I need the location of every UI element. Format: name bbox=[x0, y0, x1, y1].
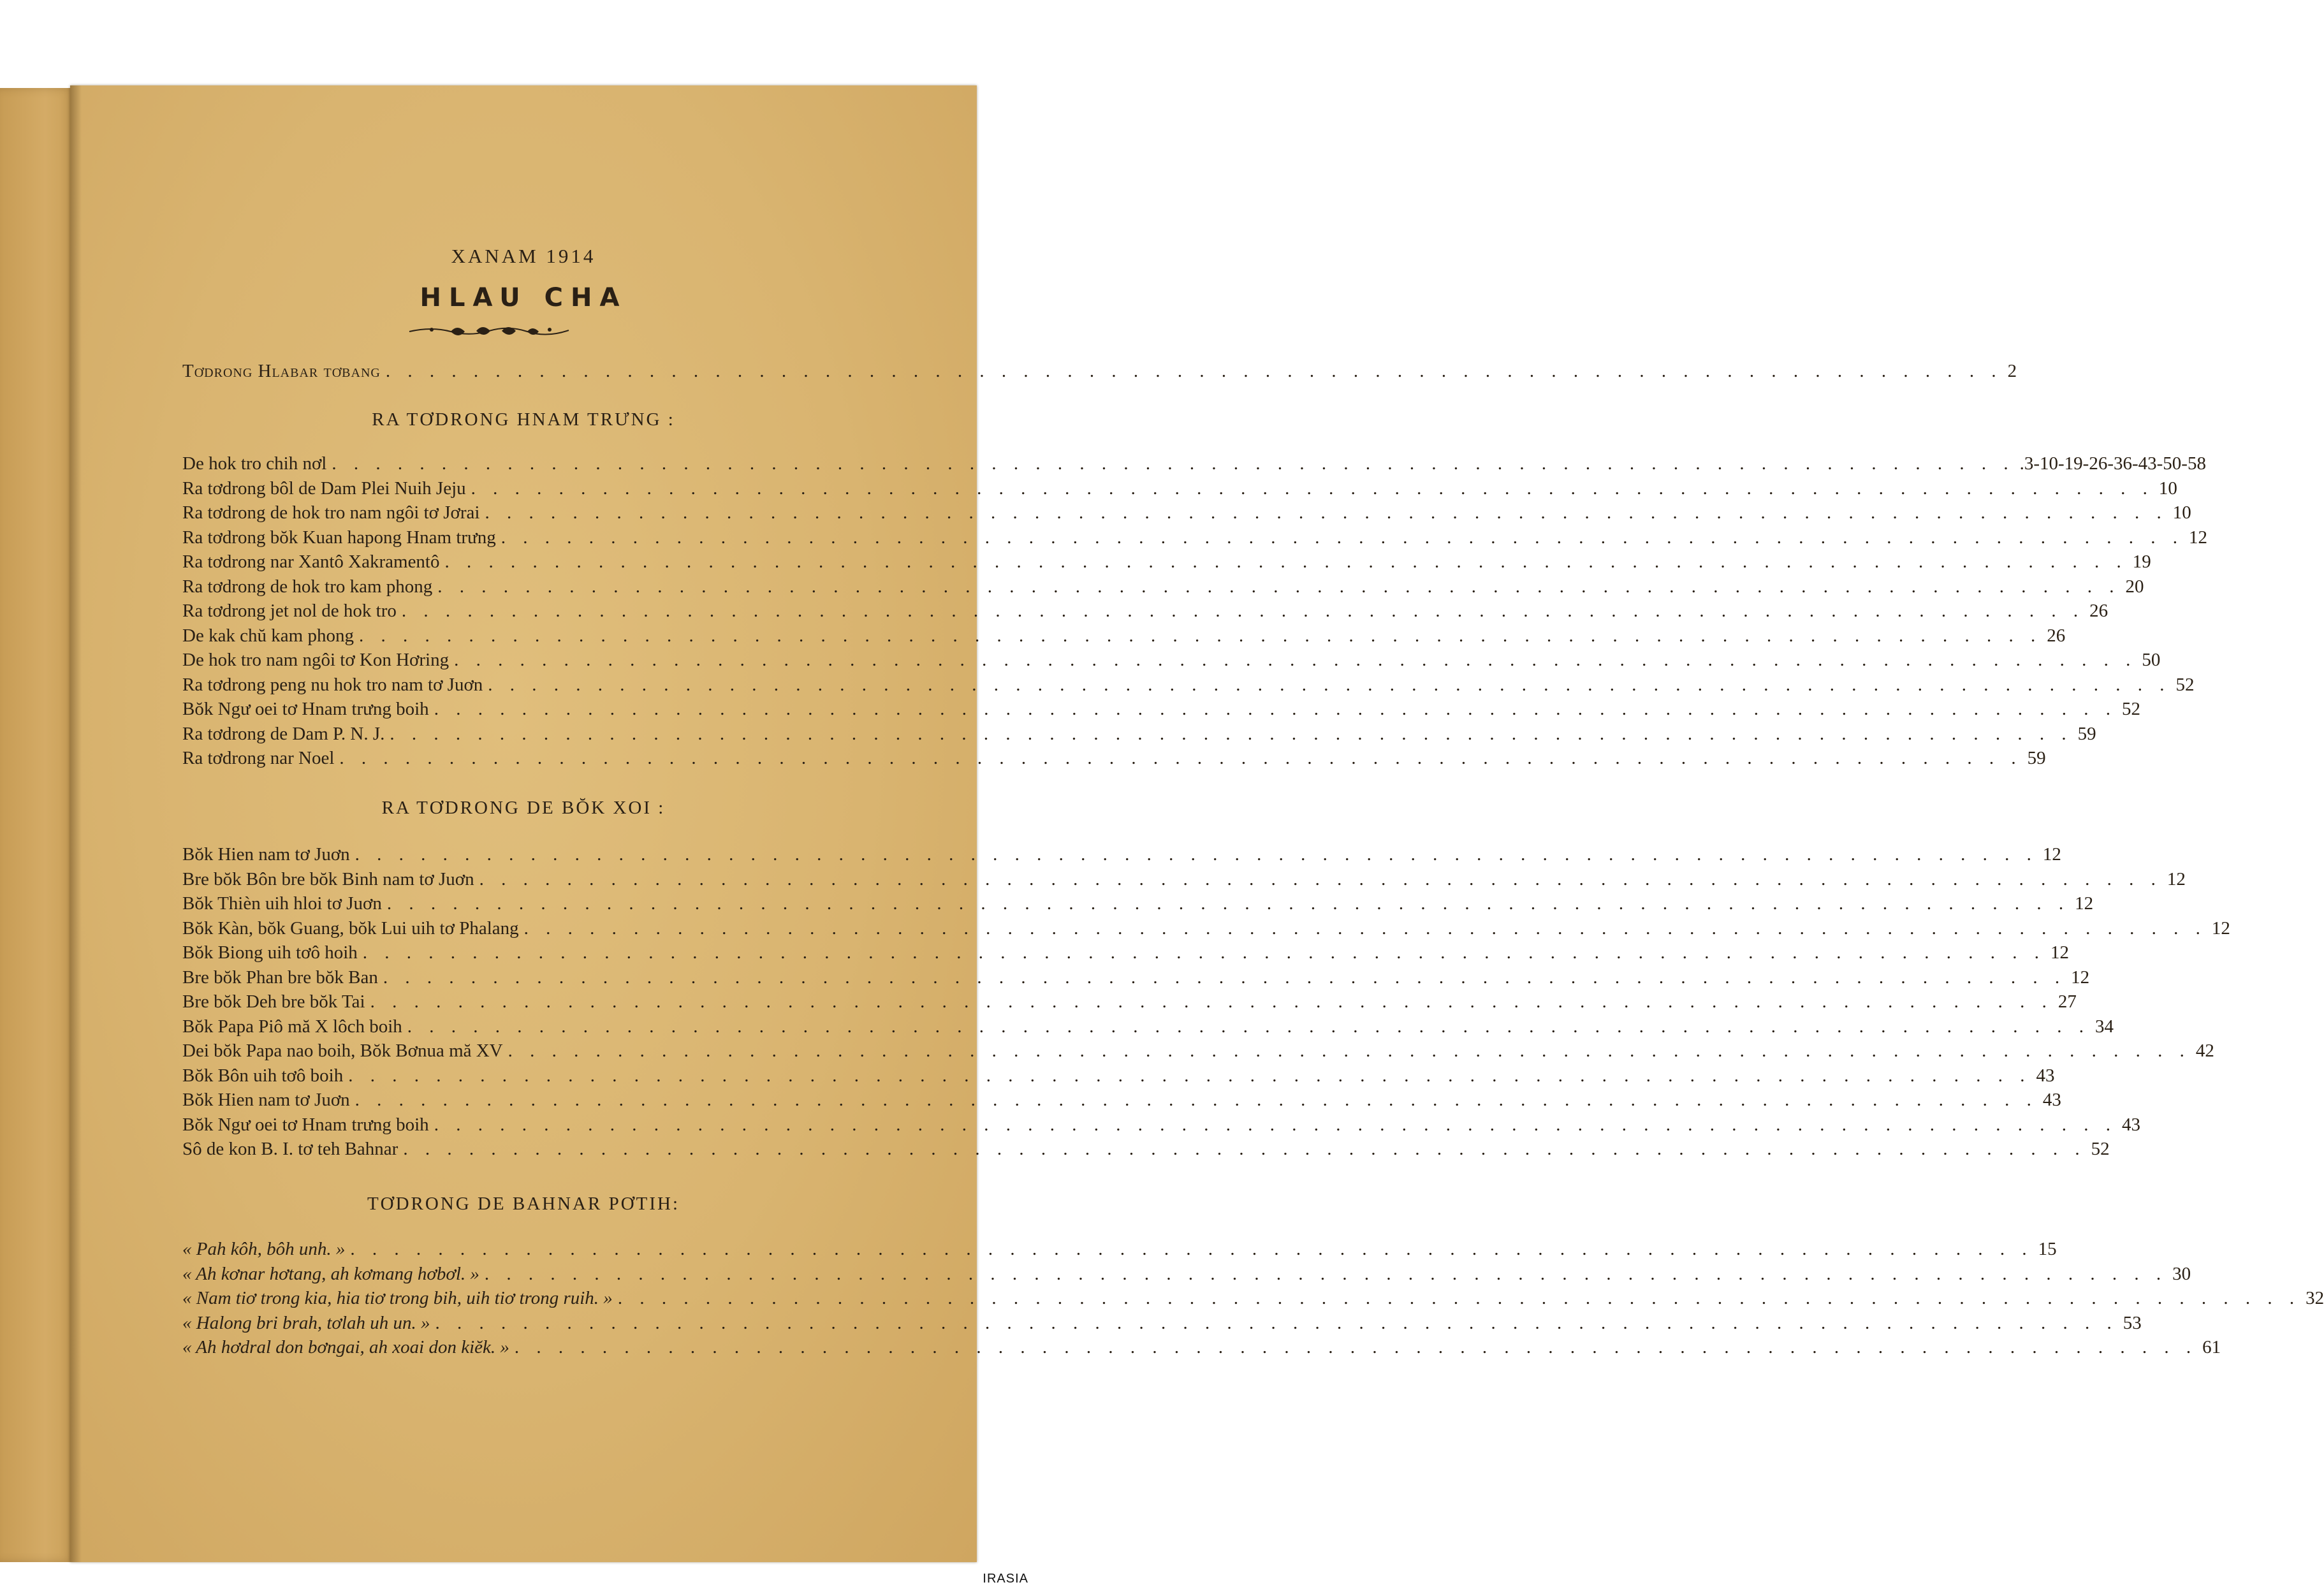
toc-entry-label: Ra tơdrong de Dam P. N. J. bbox=[182, 723, 385, 744]
toc-entry-label: Ra tơdrong de hok tro kam phong bbox=[182, 576, 433, 597]
toc-entry-label: Tơdrong Hlabar tơbang bbox=[182, 361, 381, 381]
toc-entry-page: 10 bbox=[2158, 478, 2177, 499]
toc-entry bbox=[182, 1113, 2140, 1137]
leader-dots: . . . . . . . . . . . . . . . . . . . . . . . . . . . . . . . . . . . . . . . . . . . . . . . . . . . . . . . . . . . . . . . . . . . . . . . . . . . . . bbox=[354, 844, 2038, 865]
leader-dots: . . . . . . . . . . . . . . . . . . . . . . . . . . . . . . . . . . . . . . . . . . . . . . . . . . . . . . . . . . . . . . . . . . . . . . . . . . . . . bbox=[370, 991, 2053, 1012]
leader-dots: . . . . . . . . . . . . . . . . . . . . . . . . . . . . . . . . . . . . . . . . . . . . . . . . . . . . . . . . . . . . . . . . . . . . . . . . . . . . . bbox=[332, 453, 2015, 474]
toc-entry-page: 59 bbox=[2077, 723, 2096, 744]
toc-entry bbox=[182, 1262, 2191, 1286]
page-title: HLAU CHA bbox=[420, 283, 627, 312]
toc-entry-label: Bŏk Ngư oei tơ Hnam trưng boih bbox=[182, 699, 429, 719]
toc-entry-label: Ra tơdrong bôl de Dam Plei Nuih Jeju bbox=[182, 478, 466, 499]
toc-entry-page: 12 bbox=[2211, 918, 2230, 939]
toc-entry-page: 34 bbox=[2095, 1016, 2114, 1037]
leader-dots: . . . . . . . . . . . . . . . . . . . . . . . . . . . . . . . . . . . . . . . . . . . . . . . . . . . . . . . . . . . . . . . . . . . . . . . . . . . . . bbox=[471, 478, 2154, 499]
section-heading: RA TƠDRONG HNAM TRƯNG : bbox=[372, 409, 675, 430]
leader-dots: . . . . . . . . . . . . . . . . . . . . . . . . . . . . . . . . . . . . . . . . . . . . . . . . . . . . . . . . . . . . . . . . . . . . . . . . . . bbox=[385, 361, 2003, 381]
leader-dots: . . . . . . . . . . . . . . . . . . . . . . . . . . . . . . . . . . . . . . . . . . . . . . . . . . . . . . . . . . . . . . . . . . . . . . . . . . . . . bbox=[454, 650, 2137, 670]
page-year: XANAM 1914 bbox=[451, 245, 596, 267]
toc-entry-page: 50 bbox=[2142, 650, 2161, 670]
toc-entry-page: 12 bbox=[2071, 967, 2090, 988]
toc-entry-label: Sô de kon B. I. tơ teh Bahnar bbox=[182, 1139, 398, 1159]
toc-entry-page: 19 bbox=[2132, 552, 2151, 572]
toc-entry bbox=[182, 501, 2191, 525]
toc-entry-page: 59 bbox=[2027, 748, 2046, 768]
leader-dots: . . . . . . . . . . . . . . . . . . . . . . . . . . . . . . . . . . . . . . . . . . . . . . . . . . . . . . . . . . . . . . . . . . . . . . . . . . . . . bbox=[479, 868, 2162, 889]
toc-entry-label: « Nam tiơ trong kia, hia tiơ trong bih, uih tiơ trong ruih. » bbox=[182, 1288, 613, 1308]
toc-entry-label: Ra tơdrong nar Xantô Xakramentô bbox=[182, 552, 440, 572]
toc-entry-label: Bŏk Hien nam tơ Juơn bbox=[182, 844, 350, 865]
document-page bbox=[70, 85, 2324, 1562]
leader-dots: . . . . . . . . . . . . . . . . . . . . . . . . . . . . . . . . . . . . . . . . . . . . . . . . . . . . . . . . . . . . . . . . . . . . . . . . . . . . . bbox=[350, 1239, 2033, 1259]
toc-entry-label: Bŏk Papa Piô mă X lôch boih bbox=[182, 1016, 402, 1037]
toc-entry-page: 42 bbox=[2195, 1041, 2214, 1061]
leader-dots: . . . . . . . . . . . . . . . . . . . . . . . . . . . . . . . . . . . . . . . . . . . . . . . . . . . . . . . . . . . . . . . . . . . . . . . . . . . . . bbox=[403, 1139, 2086, 1159]
toc-entry-page: 26 bbox=[2089, 601, 2108, 621]
toc-entry-page: 12 bbox=[2167, 868, 2186, 889]
leader-dots: . . . . . . . . . . . . . . . . . . . . . . . . . . . . . . . . . . . . . . . . . . . . . . . . . . . . . . . . . . . . . . . . . . . . . . . . . . . . . bbox=[362, 942, 2045, 963]
toc-entry bbox=[182, 599, 2108, 623]
leader-dots: . . . . . . . . . . . . . . . . . . . . . . . . . . . . . . . . . . . . . . . . . . . . . . . . . . . . . . . . . . . . . . . . . . . . . . . . . . . . . bbox=[401, 601, 2085, 621]
toc-entry-label: « Pah kôh, bôh unh. » bbox=[182, 1239, 346, 1259]
toc-entry bbox=[182, 746, 2046, 770]
toc-entry-page: 61 bbox=[2202, 1337, 2221, 1357]
toc-entry-label: Ra tơdrong de hok tro nam ngôi tơ Jơrai bbox=[182, 502, 480, 523]
leader-dots: . . . . . . . . . . . . . . . . . . . . . . . . . . . . . . . . . . . . . . . . . . . . . . . . . . . . . . . . . . . . . . . . . . . . . . . . . . . . . bbox=[508, 1041, 2191, 1061]
toc-entry bbox=[182, 624, 2066, 648]
section-heading: TƠDRONG DE BAHNAR PƠTIH: bbox=[367, 1194, 680, 1214]
toc-entry-label: Ra tơdrong jet nol de hok tro bbox=[182, 601, 397, 621]
toc-entry-label: Bŏk Ngư oei tơ Hnam trưng boih bbox=[182, 1114, 429, 1135]
toc-entry-page: 26 bbox=[2047, 625, 2066, 646]
toc-entry-page: 52 bbox=[2175, 674, 2195, 695]
toc-entry-page: 20 bbox=[2125, 576, 2144, 597]
toc-entry bbox=[182, 451, 2206, 476]
toc-entry-label: Bre bŏk Bôn bre bŏk Binh nam tơ Juơn bbox=[182, 868, 474, 889]
toc-entry bbox=[182, 1039, 2214, 1063]
toc-entry-label: De kak chŭ kam phong bbox=[182, 625, 354, 646]
leader-dots: . . . . . . . . . . . . . . . . . . . . . . . . . . . . . . . . . . . . . . . . . . . . . . . . . . . . . . . . . . . . . . . . . . . . . . . . . . . . . bbox=[514, 1337, 2198, 1357]
toc-entry bbox=[182, 1014, 2114, 1039]
toc-entry bbox=[182, 916, 2230, 940]
leader-dots: . . . . . . . . . . . . . . . . . . . . . . . . . . . . . . . . . . . . . . . . . . . . . . . . . . . . . . . . . . . . . . . . . . . . . . . . . . . . . bbox=[617, 1288, 2301, 1308]
watermark-label: IRASIA bbox=[983, 1572, 1028, 1586]
toc-entry bbox=[182, 940, 2069, 965]
toc-entry bbox=[182, 673, 2195, 697]
toc-entry-page: 53 bbox=[2123, 1312, 2142, 1333]
toc-entry-page: 12 bbox=[2189, 527, 2208, 548]
toc-entry-label: Bŏk Kàn, bŏk Guang, bŏk Lui uih tơ Phalang bbox=[182, 918, 519, 939]
toc-entry-label: De hok tro chih nơl bbox=[182, 453, 327, 474]
toc-entry bbox=[182, 697, 2140, 721]
toc-entry-label: De hok tro nam ngôi tơ Kon Hơring bbox=[182, 650, 449, 670]
toc-entry bbox=[182, 1311, 2142, 1335]
toc-entry-page: 2 bbox=[2007, 361, 2017, 381]
leader-dots: . . . . . . . . . . . . . . . . . . . . . . . . . . . . . . . . . . . . . . . . . . . . . . . . . . . . . . . . . . . . . . . . . . . . . . . . . . . . . bbox=[434, 1114, 2117, 1135]
leader-dots: . . . . . . . . . . . . . . . . . . . . . . . . . . . . . . . . . . . . . . . . . . . . . . . . . . . . . . . . . . . . . . . . . . . . . . . . . . . . . bbox=[339, 748, 2022, 768]
leader-dots: . . . . . . . . . . . . . . . . . . . . . . . . . . . . . . . . . . . . . . . . . . . . . . . . . . . . . . . . . . . . . . . . . . . . . . . . . . . . . bbox=[501, 527, 2184, 548]
toc-entry bbox=[182, 1286, 2324, 1310]
toc-entry bbox=[182, 842, 2061, 866]
toc-entry-label: Dei bŏk Papa nao boih, Bŏk Bơnua mă XV bbox=[182, 1041, 503, 1061]
leader-dots: . . . . . . . . . . . . . . . . . . . . . . . . . . . . . . . . . . . . . . . . . . . . . . . . . . . . . . . . . . . . . . . . . . . . . . . . . . . . . bbox=[359, 625, 2042, 646]
leader-dots: . . . . . . . . . . . . . . . . . . . . . . . . . . . . . . . . . . . . . . . . . . . . . . . . . . . . . . . . . . . . . . . . . . . . . . . . . . . . . bbox=[437, 576, 2121, 597]
toc-entry bbox=[182, 550, 2151, 574]
leader-dots: . . . . . . . . . . . . . . . . . . . . . . . . . . . . . . . . . . . . . . . . . . . . . . . . . . . . . . . . . . . . . . . . . . . . . . . . . . . . . bbox=[383, 967, 2066, 988]
toc-entry bbox=[182, 1335, 2221, 1359]
ornament-divider-icon bbox=[406, 321, 572, 340]
toc-entry bbox=[182, 1064, 2055, 1088]
leader-dots: . . . . . . . . . . . . . . . . . . . . . . . . . . . . . . . . . . . . . . . . . . . . . . . . . . . . . . . . . . . . . . . . . . . . . . . . . . . . . bbox=[435, 1312, 2118, 1333]
toc-entry-label: Bŏk Hien nam tơ Juơn bbox=[182, 1090, 350, 1110]
toc-entry-label: Ra tơdrong bŏk Kuan hapong Hnam trưng bbox=[182, 527, 496, 548]
leader-dots: . . . . . . . . . . . . . . . . . . . . . . . . . . . . . . . . . . . . . . . . . . . . . . . . . . . . . . . . . . . . . . . . . . . . . . . . . . . . . bbox=[484, 1263, 2168, 1284]
toc-entry-page: 12 bbox=[2050, 942, 2069, 963]
leader-dots: . . . . . . . . . . . . . . . . . . . . . . . . . . . . . . . . . . . . . . . . . . . . . . . . . . . . . . . . . . . . . . . . . . . . . . . . . . . . . bbox=[386, 893, 2070, 914]
toc-entry-label: Ra tơdrong nar Noel bbox=[182, 748, 335, 768]
toc-entry-label: Bŏk Bôn uih tơô boih bbox=[182, 1065, 344, 1086]
toc-entry-page: 43 bbox=[2036, 1065, 2055, 1086]
toc-entry-page: 30 bbox=[2172, 1263, 2191, 1284]
toc-entry-page: 12 bbox=[2075, 893, 2094, 914]
toc-entry-page: 15 bbox=[2038, 1239, 2057, 1259]
toc-intro-entry bbox=[182, 359, 2017, 383]
toc-entry-page: 27 bbox=[2057, 991, 2077, 1012]
previous-page-edge bbox=[0, 88, 77, 1562]
toc-entry-label: Ra tơdrong peng nu hok tro nam tơ Juơn bbox=[182, 674, 483, 695]
toc-entry-label: Bre bŏk Deh bre bŏk Tai bbox=[182, 991, 365, 1012]
toc-entry-label: Bŏk Biong uih tơô hoih bbox=[182, 942, 358, 963]
leader-dots: . . . . . . . . . . . . . . . . . . . . . . . . . . . . . . . . . . . . . . . . . . . . . . . . . . . . . . . . . . . . . . . . . . . . . . . . . . . . . bbox=[485, 502, 2168, 523]
toc-entry-page: 52 bbox=[2121, 699, 2140, 719]
toc-entry bbox=[182, 722, 2096, 746]
leader-dots: . . . . . . . . . . . . . . . . . . . . . . . . . . . . . . . . . . . . . . . . . . . . . . . . . . . . . . . . . . . . . . . . . . . . . . . . . . . . . bbox=[390, 723, 2073, 744]
toc-entry bbox=[182, 965, 2090, 990]
toc-entry bbox=[182, 990, 2077, 1014]
toc-entry-label: Bŏk Thièn uih hloi tơ Juơn bbox=[182, 893, 382, 914]
leader-dots: . . . . . . . . . . . . . . . . . . . . . . . . . . . . . . . . . . . . . . . . . . . . . . . . . . . . . . . . . . . . . . . . . . . . . . . . . . . . . bbox=[354, 1090, 2038, 1110]
toc-entry-page: .3-10-19-26-36-43-50-58 bbox=[2019, 453, 2206, 474]
leader-dots: . . . . . . . . . . . . . . . . . . . . . . . . . . . . . . . . . . . . . . . . . . . . . . . . . . . . . . . . . . . . . . . . . . . . . . . . . . . . . bbox=[434, 699, 2117, 719]
toc-entry-page: 52 bbox=[2091, 1139, 2110, 1159]
toc-entry bbox=[182, 891, 2094, 916]
leader-dots: . . . . . . . . . . . . . . . . . . . . . . . . . . . . . . . . . . . . . . . . . . . . . . . . . . . . . . . . . . . . . . . . . . . . . . . . . . . . . bbox=[348, 1065, 2031, 1086]
toc-entry bbox=[182, 1237, 2057, 1261]
toc-entry bbox=[182, 525, 2208, 550]
leader-dots: . . . . . . . . . . . . . . . . . . . . . . . . . . . . . . . . . . . . . . . . . . . . . . . . . . . . . . . . . . . . . . . . . . . . . . . . . . . . . bbox=[444, 552, 2128, 572]
toc-entry-page: 12 bbox=[2042, 844, 2061, 865]
toc-entry-page: 43 bbox=[2121, 1114, 2140, 1135]
toc-entry bbox=[182, 476, 2177, 501]
toc-entry-label: « Ah hơdral don bơngai, ah xoai don kiĕk. » bbox=[182, 1337, 509, 1357]
toc-entry bbox=[182, 648, 2161, 672]
toc-entry bbox=[182, 574, 2144, 599]
leader-dots: . . . . . . . . . . . . . . . . . . . . . . . . . . . . . . . . . . . . . . . . . . . . . . . . . . . . . . . . . . . . . . . . . . . . . . . . . . . . . bbox=[488, 674, 2171, 695]
leader-dots: . . . . . . . . . . . . . . . . . . . . . . . . . . . . . . . . . . . . . . . . . . . . . . . . . . . . . . . . . . . . . . . . . . . . . . . . . . . . . bbox=[407, 1016, 2091, 1037]
toc-entry-page: 10 bbox=[2172, 502, 2191, 523]
toc-entry bbox=[182, 867, 2186, 891]
leader-dots: . . . . . . . . . . . . . . . . . . . . . . . . . . . . . . . . . . . . . . . . . . . . . . . . . . . . . . . . . . . . . . . . . . . . . . . . . . . . . bbox=[523, 918, 2207, 939]
toc-entry-label: « Ah kơnar hơtang, ah kơmang hơbơl. » bbox=[182, 1263, 479, 1284]
toc-entry bbox=[182, 1088, 2061, 1112]
toc-entry bbox=[182, 1137, 2110, 1161]
section-heading: RA TƠDRONG DE BŎK XOI : bbox=[381, 798, 666, 818]
toc-entry-label: « Halong bri brah, tơlah uh un. » bbox=[182, 1312, 430, 1333]
toc-entry-page: 32 bbox=[2306, 1288, 2324, 1308]
toc-entry-page: 43 bbox=[2042, 1090, 2061, 1110]
toc-entry-label: Bre bŏk Phan bre bŏk Ban bbox=[182, 967, 378, 988]
